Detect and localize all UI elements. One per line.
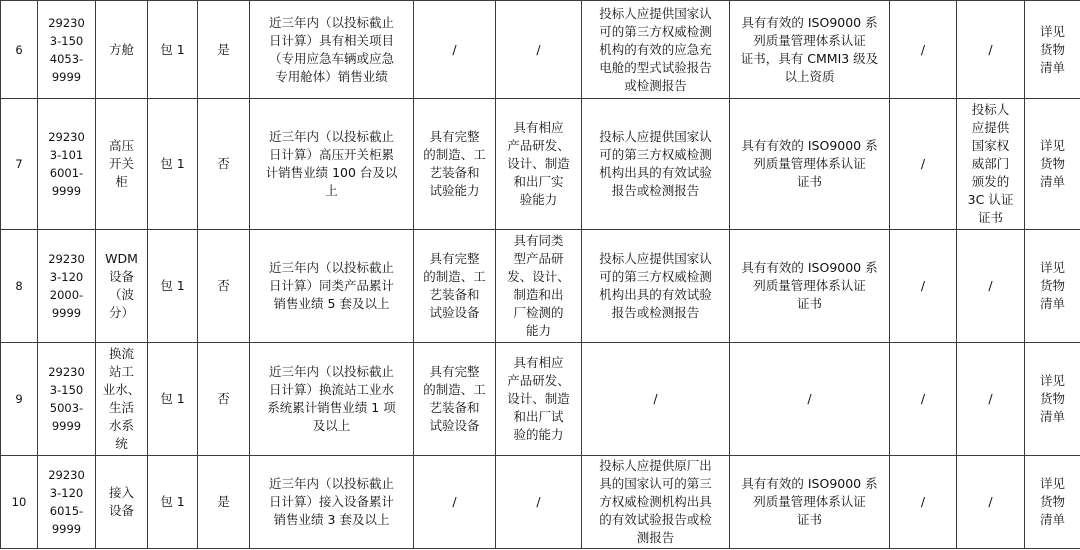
item-name-line: 业水、 [102,382,141,397]
rd-capability-cell [496,1,582,99]
item-code-line: 29230 [48,130,85,144]
flag-text: 否 [217,156,230,171]
item-code-line: 6015- [49,504,84,518]
manufacturing-capability-line: 具有完整 [429,251,480,266]
rd-capability-line: 制造和出 [513,287,564,302]
test-report-requirement-line: 机构出具的有效试验 [599,165,712,180]
rd-capability-line: 型产品研 [513,251,564,266]
item-code-line: 9999 [51,306,82,320]
certification-requirement-cell [957,1,1025,99]
manufacturing-capability-cell [414,343,496,456]
item-code-line: 6001- [49,166,84,180]
test-report-requirement-line: 投标人应提供国家认 [599,5,712,21]
certification-requirement-line: / [988,278,993,293]
rd-capability-line: 和出厂试 [513,409,564,424]
quality-certificate-line: 列质量管理体系认证 [753,32,866,48]
rd-capability-line: 具有相应 [513,120,564,135]
detail-reference-line: 货物 [1039,391,1065,406]
item-code-line: 3-150 [49,33,84,48]
test-report-requirement-line: 或检测报告 [624,77,687,93]
table-row [1,343,1080,456]
item-code-cell [38,99,96,230]
performance-requirement-line: 近三年内（以投标截止 [268,129,394,144]
rd-capability-line: / [536,494,541,509]
detail-reference-cell [1025,230,1080,343]
other-requirement-line: / [920,278,926,293]
test-report-requirement-line: 报告或检测报告 [611,183,700,198]
quality-certificate-line: 列质量管理体系认证 [753,278,866,293]
certification-requirement-cell [957,230,1025,343]
performance-requirement-line: 近三年内（以投标截止 [268,260,394,275]
certification-requirement-cell [957,99,1025,230]
item-name-line: 设备 [108,503,134,518]
manufacturing-capability-cell [414,456,496,549]
rd-capability-line: 厂检测的 [513,305,564,320]
performance-requirement-cell [250,1,414,99]
seq-text: 6 [15,42,23,57]
certification-requirement-cell [957,456,1025,549]
table-body [1,1,1080,549]
detail-reference-line: 清单 [1039,409,1065,424]
certification-requirement-cell [957,343,1025,456]
detail-reference-cell [1025,1,1080,99]
item-code-line: 29230 [48,365,85,379]
rd-capability-line: 能力 [525,323,551,338]
performance-requirement-cell [250,456,414,549]
quality-certificate-line: 具有有效的 ISO9000 系 [741,138,878,153]
item-name-line: 高压 [108,138,134,153]
certification-requirement-line: 颁发的 [971,174,1010,189]
test-report-requirement-cell [582,1,730,99]
item-code-line: 4053- [49,51,84,66]
rd-capability-cell [496,343,582,456]
detail-reference-line: 详见 [1039,476,1065,491]
item-name-line: 开关 [108,156,134,171]
test-report-requirement-cell [582,99,730,230]
item-name-line: 方舱 [108,41,134,57]
manufacturing-capability-line: 试验设备 [429,418,480,433]
quality-certificate-cell [730,230,890,343]
certification-requirement-line: 国家权 [971,138,1010,153]
detail-reference-line: 货物 [1039,41,1065,57]
test-report-requirement-cell [582,343,730,456]
rd-capability-line: 验的能力 [513,427,564,442]
detail-reference-line: 详见 [1039,23,1065,39]
other-requirement-line: / [920,391,926,406]
certification-requirement-line: / [988,391,993,406]
rd-capability-cell [496,230,582,343]
item-code-cell [38,456,96,549]
rd-capability-cell [496,99,582,230]
item-name-line: 柜 [115,174,128,189]
test-report-requirement-line: 电舱的型式试验报告 [599,59,712,75]
test-report-requirement-line: 报告或检测报告 [611,305,700,320]
flag-text: 是 [217,41,230,57]
quality-certificate-line: 列质量管理体系认证 [753,494,866,509]
test-report-requirement-line: 机构的有效的应急充 [599,41,712,57]
package-text: 包 1 [160,41,185,57]
performance-requirement-line: 近三年内（以投标截止 [268,14,394,30]
manufacturing-capability-line: 的制造、工 [423,269,486,284]
package-text: 包 1 [160,278,185,293]
quality-certificate-line: 证书，具有 CMMI3 级及 [740,50,879,66]
other-requirement-cell [890,343,957,456]
seq-cell [1,456,38,549]
test-report-requirement-line: 投标人应提供国家认 [599,129,712,144]
detail-reference-line: 详见 [1039,260,1065,275]
test-report-requirement-line: 测报告 [636,530,675,545]
certification-requirement-line: 投标人 [971,102,1010,117]
item-code-line: 2000- [49,288,84,302]
test-report-requirement-line: 方权威检测机构出具 [599,494,712,509]
performance-requirement-line: 近三年内（以投标截止 [268,364,394,379]
test-report-requirement-line: 机构出具的有效试验 [599,287,712,302]
performance-requirement-line: 销售业绩 5 套及以上 [273,296,390,311]
item-name-line: 水系 [108,418,134,433]
test-report-requirement-line: / [653,391,658,406]
item-name-cell [96,1,148,99]
rd-capability-line: 设计、制造 [507,156,570,171]
item-code-line: 9999 [51,184,82,198]
item-name-line: 统 [115,436,128,451]
package-text: 包 1 [160,494,185,509]
performance-requirement-line: 近三年内（以投标截止 [268,476,394,491]
certification-requirement-line: / [988,494,993,509]
quality-certificate-line: 证书 [796,174,822,189]
package-cell [148,1,198,99]
flag-cell [198,1,250,99]
table-row [1,456,1080,549]
item-name-cell [96,99,148,230]
quality-certificate-line: 具有有效的 ISO9000 系 [741,14,878,30]
certification-requirement-line: 应提供 [971,120,1010,135]
rd-capability-line: 和出厂实 [513,174,564,189]
detail-reference-line: 清单 [1039,59,1065,75]
flag-text: 否 [217,391,230,406]
certification-requirement-line: 证书 [977,210,1003,225]
quality-certificate-line: 以上资质 [784,68,835,84]
seq-text: 10 [11,495,27,509]
package-cell [148,230,198,343]
table-row [1,1,1080,99]
item-code-line: 29230 [48,468,85,482]
flag-text: 否 [217,278,230,293]
package-text: 包 1 [160,391,185,406]
item-code-line: 9999 [51,419,82,433]
manufacturing-capability-line: / [452,494,457,509]
certification-requirement-line: 威部门 [971,156,1010,171]
rd-capability-line: 验能力 [519,192,558,207]
item-name-line: 生活 [108,400,134,415]
item-name-cell [96,456,148,549]
quality-certificate-cell [730,99,890,230]
performance-requirement-cell [250,343,414,456]
quality-certificate-cell [730,343,890,456]
flag-cell [198,230,250,343]
other-requirement-cell [890,1,957,99]
flag-cell [198,99,250,230]
detail-reference-line: 详见 [1039,138,1065,153]
package-cell [148,456,198,549]
table-row [1,230,1080,343]
manufacturing-capability-line: 试验能力 [429,183,480,198]
other-requirement-line: / [920,494,926,509]
item-name-line: （波 [108,287,134,302]
test-report-requirement-line: 投标人应提供原厂出 [599,458,712,473]
item-code-line: 9999 [51,69,82,84]
rd-capability-line: 产品研发、 [507,138,570,153]
seq-cell [1,230,38,343]
manufacturing-capability-line: 的制造、工 [423,147,486,162]
rd-capability-cell [496,456,582,549]
item-name-line: 换流 [108,346,134,361]
manufacturing-capability-cell [414,99,496,230]
other-requirement-cell [890,456,957,549]
detail-reference-line: 货物 [1039,156,1065,171]
item-code-line: 9999 [51,522,82,536]
manufacturing-capability-line: 艺装备和 [429,287,480,302]
test-report-requirement-line: 投标人应提供国家认 [599,251,712,266]
performance-requirement-line: 专用舱体）销售业绩 [275,68,388,84]
item-name-line: 站工 [108,364,134,379]
test-report-requirement-line: 的有效试验报告或检 [599,512,712,527]
item-code-line: 29230 [48,15,85,30]
manufacturing-capability-line: / [452,41,457,57]
flag-cell [198,343,250,456]
test-report-requirement-line: 可的第三方权威检测 [599,147,712,162]
item-code-line: 5003- [49,401,84,415]
performance-requirement-line: 系统累计销售业绩 1 项 [267,400,396,415]
item-name-line: WDM [105,251,138,266]
package-cell [148,99,198,230]
flag-cell [198,456,250,549]
item-name-line: 接入 [108,485,134,500]
seq-text: 7 [15,157,23,171]
other-requirement-cell [890,99,957,230]
test-report-requirement-line: 可的第三方权威检测 [599,269,712,284]
performance-requirement-line: 及以上 [312,418,351,433]
seq-cell [1,99,38,230]
detail-reference-cell [1025,343,1080,456]
detail-reference-line: 清单 [1039,296,1065,311]
rd-capability-line: 发、设计、 [507,269,570,284]
manufacturing-capability-cell [414,230,496,343]
manufacturing-capability-line: 艺装备和 [429,165,480,180]
item-code-line: 3-120 [49,486,84,500]
item-code-line: 29230 [48,252,85,266]
item-code-line: 3-101 [49,148,84,162]
manufacturing-capability-line: 的制造、工 [423,382,486,397]
rd-capability-line: 产品研发、 [507,373,570,388]
performance-requirement-cell [250,99,414,230]
detail-reference-line: 清单 [1039,174,1065,189]
certification-requirement-line: 3C 认证 [967,192,1014,207]
item-code-line: 3-120 [49,270,84,284]
quality-certificate-line: 具有有效的 ISO9000 系 [741,260,878,275]
manufacturing-capability-cell [414,1,496,99]
table-row [1,99,1080,230]
manufacturing-capability-line: 具有完整 [429,129,480,144]
detail-reference-line: 货物 [1039,494,1065,509]
performance-requirement-cell [250,230,414,343]
detail-reference-line: 清单 [1039,512,1065,527]
other-requirement-line: / [920,41,926,57]
test-report-requirement-line: 可的第三方权威检测 [599,23,712,39]
rd-capability-line: 具有同类 [513,233,564,248]
quality-certificate-cell [730,1,890,99]
item-code-cell [38,343,96,456]
detail-reference-line: 详见 [1039,373,1065,388]
test-report-requirement-cell [582,456,730,549]
test-report-requirement-line: 具的国家认可的第三 [599,476,712,491]
item-name-line: 分） [108,305,134,320]
manufacturing-capability-line: 艺装备和 [429,400,480,415]
flag-text: 是 [217,494,230,509]
performance-requirement-line: 日计算）高压开关柜累 [268,147,394,162]
seq-text: 8 [15,279,23,293]
item-name-cell [96,343,148,456]
performance-requirement-line: 日计算）具有相关项目 [268,32,394,48]
package-text: 包 1 [160,156,185,171]
item-code-cell [38,230,96,343]
rd-capability-line: 设计、制造 [507,391,570,406]
quality-certificate-line: 证书 [796,512,822,527]
performance-requirement-line: 日计算）同类产品累计 [268,278,394,293]
performance-requirement-line: （专用应急车辆或应急 [268,50,394,66]
certification-requirement-line: / [988,41,993,57]
performance-requirement-line: 上 [325,183,338,198]
rd-capability-line: 具有相应 [513,355,564,370]
seq-text: 9 [15,392,23,406]
package-cell [148,343,198,456]
seq-cell [1,1,38,99]
item-name-line: 设备 [108,269,134,284]
quality-certificate-line: 列质量管理体系认证 [753,156,866,171]
quality-certificate-cell [730,456,890,549]
item-name-cell [96,230,148,343]
detail-reference-line: 货物 [1039,278,1065,293]
other-requirement-line: / [920,156,926,171]
performance-requirement-line: 日计算）换流站工业水 [268,382,394,397]
detail-reference-cell [1025,99,1080,230]
seq-cell [1,343,38,456]
other-requirement-cell [890,230,957,343]
test-report-requirement-cell [582,230,730,343]
quality-certificate-line: / [807,391,812,406]
manufacturing-capability-line: 具有完整 [429,364,480,379]
performance-requirement-line: 销售业绩 3 套及以上 [273,512,390,527]
detail-reference-cell [1025,456,1080,549]
performance-requirement-line: 日计算）接入设备累计 [268,494,394,509]
quality-certificate-line: 证书 [796,296,822,311]
manufacturing-capability-line: 试验设备 [429,305,480,320]
item-code-line: 3-150 [49,383,84,397]
item-code-cell [38,1,96,99]
rd-capability-line: / [536,41,541,57]
performance-requirement-line: 计销售业绩 100 台及以 [265,165,398,180]
quality-certificate-line: 具有有效的 ISO9000 系 [741,476,878,491]
